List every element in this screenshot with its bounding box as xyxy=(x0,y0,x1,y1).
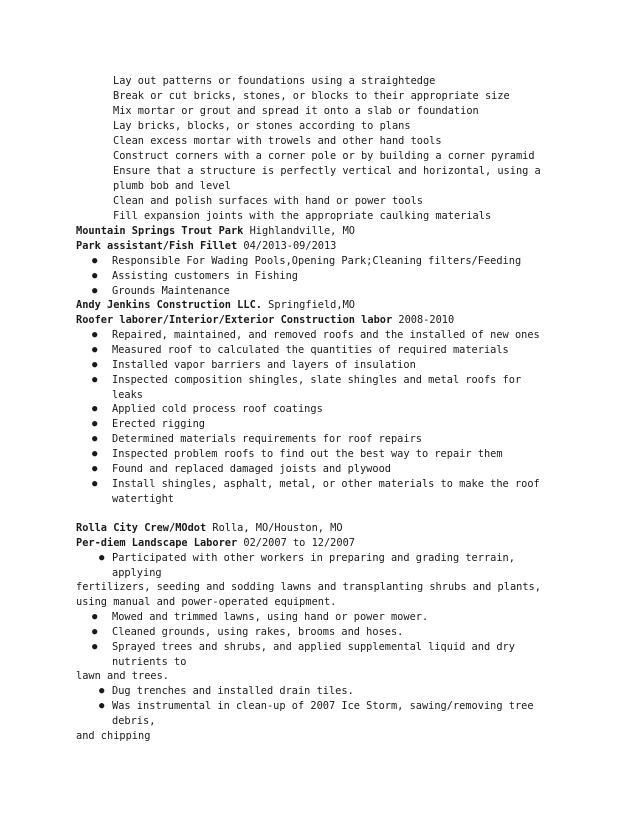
bullet-item: Inspected composition shingles, slate shingles and metal roofs for xyxy=(112,374,522,386)
task-line: plumb bob and level xyxy=(113,180,231,192)
bullet-continuation: watertight xyxy=(112,493,174,505)
bullet-dot: ● xyxy=(92,375,98,385)
bullet-item: Repaired, maintained, and removed roofs and the installed of new ones xyxy=(112,329,540,341)
job-title-line xyxy=(76,239,336,253)
employer-name: Mountain Springs Trout Park xyxy=(76,225,244,237)
bullet-dot: ● xyxy=(99,686,105,696)
wrapped-line: and chipping xyxy=(76,730,151,742)
bullet-dot: ● xyxy=(92,464,98,474)
bullet-item: Grounds Maintenance xyxy=(112,285,230,297)
bullet-dot: ● xyxy=(92,256,98,266)
bullet-item: Responsible For Wading Pools,Opening Park;Cleaning filters/Feeding xyxy=(112,255,522,267)
bullet-item: Cleaned grounds, using rakes, brooms and hoses. xyxy=(112,626,404,638)
employer-location: Rolla, MO/Houston, MO xyxy=(206,522,343,534)
task-line: Ensure that a structure is perfectly vertical and horizontal, using a xyxy=(113,165,541,177)
employer-name: Andy Jenkins Construction LLC. xyxy=(76,299,262,311)
job-employer-line xyxy=(76,521,343,535)
bullet-dot: ● xyxy=(99,553,105,563)
bullet-dot: ● xyxy=(92,479,98,489)
task-line: Clean and polish surfaces with hand or power tools xyxy=(113,195,423,207)
bullet-continuation: nutrients to xyxy=(112,656,187,668)
task-line: Lay bricks, blocks, or stones according to plans xyxy=(113,120,411,132)
bullet-item: Assisting customers in Fishing xyxy=(112,270,298,282)
employer-location: Springfield,MO xyxy=(261,299,355,311)
job-title-line xyxy=(76,536,355,550)
task-line: Fill expansion joints with the appropriate caulking materials xyxy=(113,210,492,222)
bullet-dot: ● xyxy=(92,642,98,652)
job-title-line xyxy=(76,313,454,327)
wrapped-line: using manual and power-operated equipment. xyxy=(76,596,337,608)
bullet-dot: ● xyxy=(92,330,98,340)
bullet-item: Install shingles, asphalt, metal, or other materials to make the roof xyxy=(112,478,540,490)
bullet-dot: ● xyxy=(92,434,98,444)
bullet-item: Erected rigging xyxy=(112,418,205,430)
bullet-dot: ● xyxy=(99,701,105,711)
task-line: Lay out patterns or foundations using a straightedge xyxy=(113,75,436,87)
bullet-continuation: leaks xyxy=(112,389,143,401)
wrapped-line: lawn and trees. xyxy=(76,670,169,682)
job-title: Park assistant/Fish Fillet xyxy=(76,240,238,252)
employer-location: Highlandville, MO xyxy=(243,225,355,237)
bullet-dot: ● xyxy=(92,627,98,637)
job-title: Per-diem Landscape Laborer xyxy=(76,537,238,549)
task-line: Clean excess mortar with trowels and other hand tools xyxy=(113,135,442,147)
bullet-item: Sprayed trees and shrubs, and applied supplemental liquid and dry xyxy=(112,641,515,653)
bullet-item: Participated with other workers in preparing and grading terrain, xyxy=(112,552,515,564)
bullet-item: Applied cold process roof coatings xyxy=(112,403,323,415)
bullet-dot: ● xyxy=(92,345,98,355)
job-employer-line xyxy=(76,298,355,312)
task-line: Mix mortar or grout and spread it onto a slab or foundation xyxy=(113,105,479,117)
bullet-item: Installed vapor barriers and layers of insulation xyxy=(112,359,416,371)
bullet-dot: ● xyxy=(92,404,98,414)
job-employer-line xyxy=(76,224,355,238)
job-title: Roofer laborer/Interior/Exterior Construction labor xyxy=(76,314,393,326)
employer-name: Rolla City Crew/MOdot xyxy=(76,522,207,534)
bullet-dot: ● xyxy=(92,419,98,429)
wrapped-line: fertilizers, seeding and sodding lawns and transplanting shrubs and plants, xyxy=(76,581,541,593)
bullet-item: Was instrumental in clean-up of 2007 Ice Storm, sawing/removing tree xyxy=(112,700,534,712)
bullet-dot: ● xyxy=(92,449,98,459)
bullet-dot: ● xyxy=(92,271,98,281)
bullet-continuation: applying xyxy=(112,567,162,579)
job-dates: 2008-2010 xyxy=(392,314,455,326)
bullet-item: Found and replaced damaged joists and plywood xyxy=(112,463,391,475)
bullet-item: Inspected problem roofs to find out the best way to repair them xyxy=(112,448,503,460)
bullet-continuation: debris, xyxy=(112,715,156,727)
bullet-item: Determined materials requirements for roof repairs xyxy=(112,433,422,445)
bullet-item: Mowed and trimmed lawns, using hand or power mower. xyxy=(112,611,429,623)
bullet-item: Measured roof to calculated the quantities of required materials xyxy=(112,344,509,356)
job-dates: 02/2007 to 12/2007 xyxy=(237,537,355,549)
bullet-dot: ● xyxy=(92,286,98,296)
bullet-dot: ● xyxy=(92,360,98,370)
task-line: Break or cut bricks, stones, or blocks to their appropriate size xyxy=(113,90,510,102)
bullet-item: Dug trenches and installed drain tiles. xyxy=(112,685,354,697)
task-line: Construct corners with a corner pole or by building a corner pyramid xyxy=(113,150,535,162)
job-dates: 04/2013-09/2013 xyxy=(237,240,337,252)
bullet-dot: ● xyxy=(92,612,98,622)
